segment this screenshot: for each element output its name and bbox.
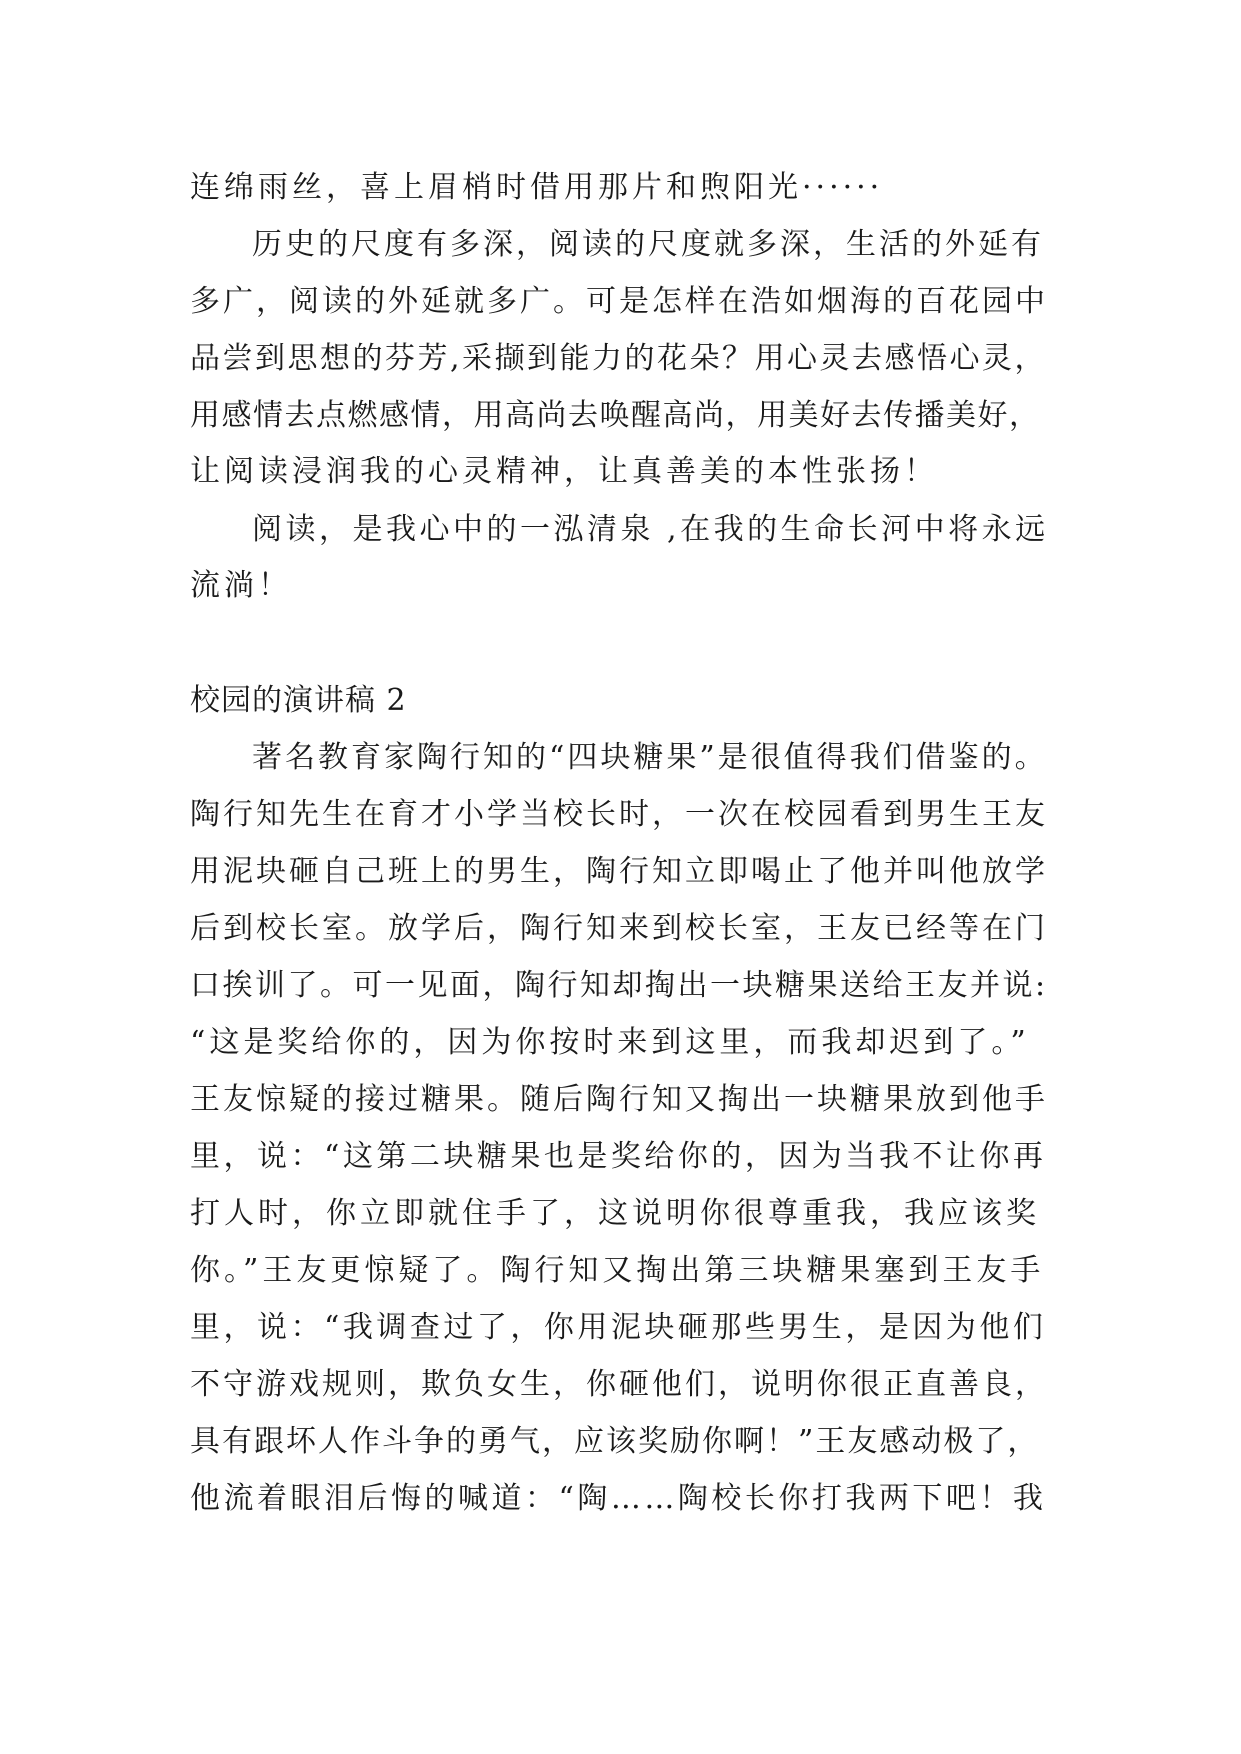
- paragraph-line: 后到校长室。放学后，陶行知来到校长室，王友已经等在门: [190, 911, 1048, 946]
- paragraph-line: 他流着眼泪后悔的喊道：“陶……陶校长你打我两下吧！我: [190, 1481, 1047, 1516]
- paragraph-line: 多广，阅读的外延就多广。可是怎样在浩如烟海的百花园中: [190, 284, 1048, 319]
- paragraph-line: 口挨训了。可一见面，陶行知却掏出一块糖果送给王友并说:: [190, 968, 1048, 1003]
- paragraph-line: 著名教育家陶行知的“四块糖果”是很值得我们借鉴的。: [252, 740, 1048, 775]
- paragraph-line: 用感情去点燃感情，用高尚去唤醒高尚，用美好去传播美好，: [190, 398, 1041, 433]
- paragraph-line: 用泥块砸自己班上的男生，陶行知立即喝止了他并叫他放学: [190, 854, 1048, 889]
- paragraph-line: 你。”王友更惊疑了。陶行知又掏出第三块糖果塞到王友手: [190, 1253, 1045, 1288]
- section-title: 校园的演讲稿 2: [190, 683, 407, 718]
- paragraph-line: 流淌！: [190, 568, 292, 603]
- paragraph-line: 历史的尺度有多深，阅读的尺度就多深，生活的外延有: [252, 227, 1044, 262]
- paragraph-line: 连绵雨丝，喜上眉梢时借用那片和煦阳光······: [190, 170, 884, 205]
- paragraph-line: “这是奖给你的，因为你按时来到这里，而我却迟到了。”: [190, 1025, 1030, 1060]
- paragraph-line: 王友惊疑的接过糖果。随后陶行知又掏出一块糖果放到他手: [190, 1082, 1048, 1117]
- paragraph-line: 陶行知先生在育才小学当校长时，一次在校园看到男生王友: [190, 797, 1048, 832]
- paragraph-line: 里，说：“这第二块糖果也是奖给你的，因为当我不让你再: [190, 1139, 1047, 1174]
- paragraph-line: 品尝到思想的芬芳,采撷到能力的花朵？用心灵去感悟心灵，: [190, 341, 1048, 376]
- paragraph-line: 阅读，是我心中的一泓清泉 ,在我的生命长河中将永远: [252, 512, 1049, 547]
- paragraph-line: 让阅读浸润我的心灵精神，让真善美的本性张扬！: [190, 454, 938, 489]
- paragraph-line: 不守游戏规则，欺负女生，你砸他们，说明你很正直善良，: [190, 1367, 1048, 1402]
- paragraph-line: 打人时，你立即就住手了，这说明你很尊重我，我应该奖: [190, 1196, 1040, 1231]
- paragraph-line: 里，说：“我调查过了，你用泥块砸那些男生，是因为他们: [190, 1310, 1047, 1345]
- paragraph-line: 具有跟坏人作斗争的勇气，应该奖励你啊！”王友感动极了，: [190, 1424, 1040, 1459]
